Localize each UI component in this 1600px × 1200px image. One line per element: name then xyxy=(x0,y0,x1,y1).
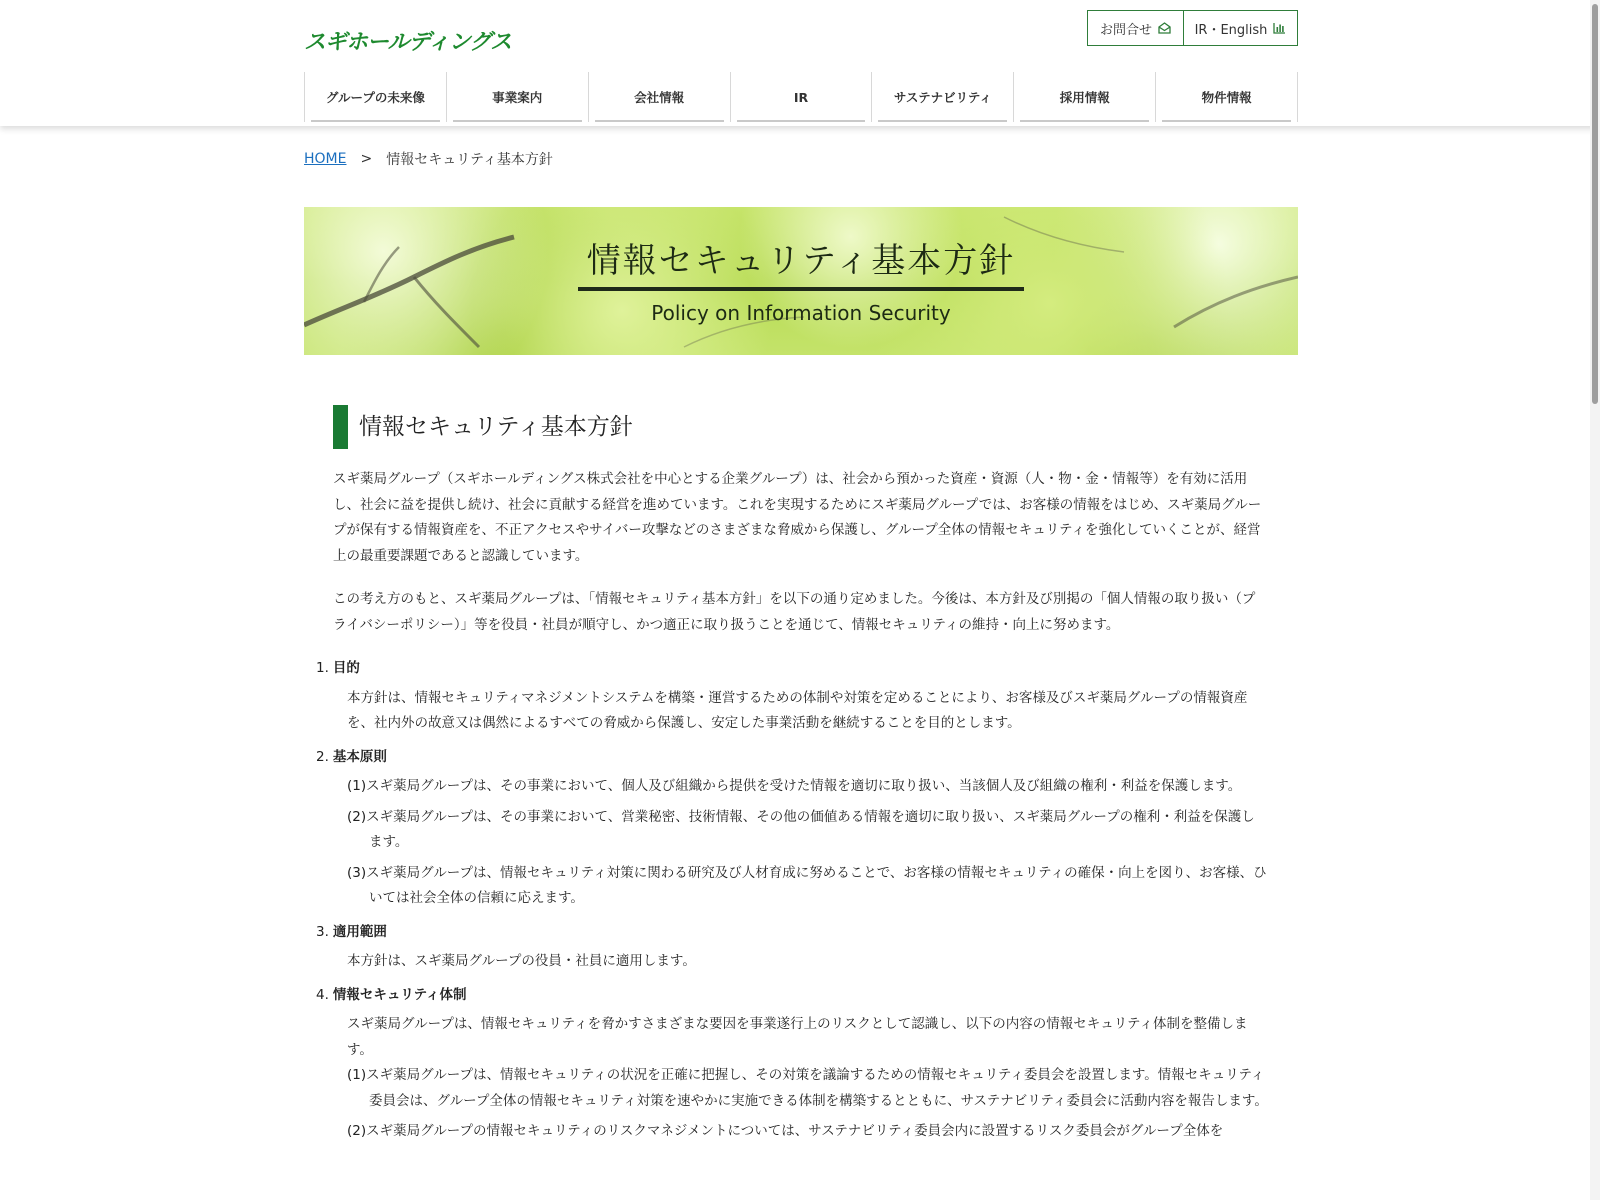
section-number: 2. xyxy=(316,748,329,765)
nav-label: サステナビリティ xyxy=(893,90,992,105)
site-header xyxy=(0,0,1600,126)
logo-text: スギホールディングス xyxy=(304,30,512,55)
logo[interactable] xyxy=(304,25,511,55)
section-number: 1. xyxy=(316,660,329,676)
section-title-text: 目的 xyxy=(332,660,360,676)
nav-item-sustainability[interactable] xyxy=(871,72,1013,122)
mail-icon xyxy=(1158,22,1171,34)
section-title-text: 基本原則 xyxy=(332,748,387,765)
policy-section-title xyxy=(316,983,1268,1009)
section-title-text: 適用範囲 xyxy=(332,923,387,940)
nav-label: 事業案内 xyxy=(492,90,543,105)
section-number: 4. xyxy=(316,986,329,1003)
nav-item-company[interactable] xyxy=(588,72,730,122)
section-body: 本方針は、スギ薬局グループの役員・社員に適用します。 xyxy=(347,953,696,969)
nav-item-property[interactable] xyxy=(1155,72,1298,122)
policy-section-title xyxy=(316,656,1268,682)
nav-label: 採用情報 xyxy=(1059,90,1110,105)
list-item: (2)スギ薬局グループの情報セキュリティのリスクマネジメントについては、サステナビリティ委員会内に設置するリスク委員会がグループ全体を xyxy=(347,1123,1224,1139)
nav-item-business[interactable] xyxy=(446,72,588,122)
policy-section-title xyxy=(316,745,1268,771)
hero-title-underline xyxy=(578,287,1024,291)
global-nav xyxy=(304,72,1298,122)
bar-chart-icon xyxy=(1273,22,1286,34)
intro-paragraph: この考え方のもと、スギ薬局グループは、「情報セキュリティ基本方針」を以下の通り定めました。今後は、本方針及び別掲の「個人情報の取り扱い（プライバシーポリシー）」等を役員・社員が順守し、かつ適正に取り扱うことを通じて、情報セキュリティの維持・向上に努めます。 xyxy=(333,591,1256,633)
breadcrumb-current: 情報セキュリティ基本方針 xyxy=(386,152,553,168)
contact-link[interactable] xyxy=(1088,11,1184,45)
list-item: (1)スギ薬局グループは、情報セキュリティの状況を正確に把握し、その対策を議論するための情報セキュリティ委員会を設置します。情報セキュリティ委員会は、グループ全体の情報セキュリティ対策を速やかに実施できる体制を構築するとともに、サステナビリティ委員会に活動内容を報告します。 xyxy=(347,1067,1268,1109)
list-item: (2)スギ薬局グループは、その事業において、営業秘密、技術情報、その他の価値ある情報を適切に取り扱い、スギ薬局グループの権利・利益を保護します。 xyxy=(347,808,1255,850)
section-number: 3. xyxy=(316,923,329,940)
section-body: スギ薬局グループは、情報セキュリティを脅かすさまざまな要因を事業遂行上のリスクとして認識し、以下の内容の情報セキュリティ体制を整備します。 xyxy=(347,1016,1248,1058)
hero-subtitle: Policy on Information Security xyxy=(651,301,951,325)
page-scrollbar[interactable] xyxy=(1590,0,1600,1200)
nav-item-future[interactable] xyxy=(304,72,446,122)
main-content xyxy=(316,405,1268,1149)
hero-title: 情報セキュリティ基本方針 xyxy=(586,241,1016,281)
nav-label: 会社情報 xyxy=(634,90,685,105)
section-body: 本方針は、情報セキュリティマネジメントシステムを構築・運営するための体制や対策を定めることにより、お客様及びスギ薬局グループの情報資産を、社内外の故意又は偶然によるすべての脅威から保護し、安定した事業活動を継続することを目的とします。 xyxy=(347,689,1248,731)
breadcrumb xyxy=(304,149,553,169)
list-item: (3)スギ薬局グループは、情報セキュリティ対策に関わる研究及び人材育成に努めることで、お客様の情報セキュリティの確保・向上を図り、お客様、ひいては社会全体の信頼に応えます。 xyxy=(347,864,1267,906)
nav-label: 物件情報 xyxy=(1201,90,1252,105)
ir-english-label: IR・English xyxy=(1194,22,1268,38)
nav-item-recruit[interactable] xyxy=(1013,72,1155,122)
nav-label: グループの未来像 xyxy=(325,90,425,105)
list-item: (1)スギ薬局グループは、その事業において、個人及び組織から提供を受けた情報を適切に取り扱い、当該個人及び組織の権利・利益を保護します。 xyxy=(347,778,1242,794)
nav-item-ir[interactable] xyxy=(730,72,872,122)
contact-label: お問合せ xyxy=(1099,22,1152,38)
policy-section-title xyxy=(316,920,1268,946)
section-title-text: 情報セキュリティ体制 xyxy=(332,986,467,1003)
breadcrumb-home-link[interactable]: HOME xyxy=(304,151,347,167)
hero-banner xyxy=(304,207,1298,355)
intro-paragraph: スギ薬局グループ（スギホールディングス株式会社を中心とする企業グループ）は、社会から預かった資産・資源（人・物・金・情報等）を有効に活用し、社会に益を提供し続け、社会に貢献する経営を進めています。これを実現するためにスギ薬局グループでは、お客様の情報をはじめ、スギ薬局グループが保有する情報資産を、不正アクセスやサイバー攻撃などのさまざまな脅威から保護し、グループ全体の情報セキュリティを強化していくことが、経営上の最重要課題であると認識しています。 xyxy=(333,471,1262,564)
ir-english-link[interactable] xyxy=(1184,11,1297,45)
section-heading: 情報セキュリティ基本方針 xyxy=(333,405,1268,449)
utility-links xyxy=(1087,10,1298,46)
breadcrumb-separator: > xyxy=(360,151,373,167)
nav-label: IR xyxy=(793,89,809,105)
scrollbar-thumb[interactable] xyxy=(1592,4,1598,404)
